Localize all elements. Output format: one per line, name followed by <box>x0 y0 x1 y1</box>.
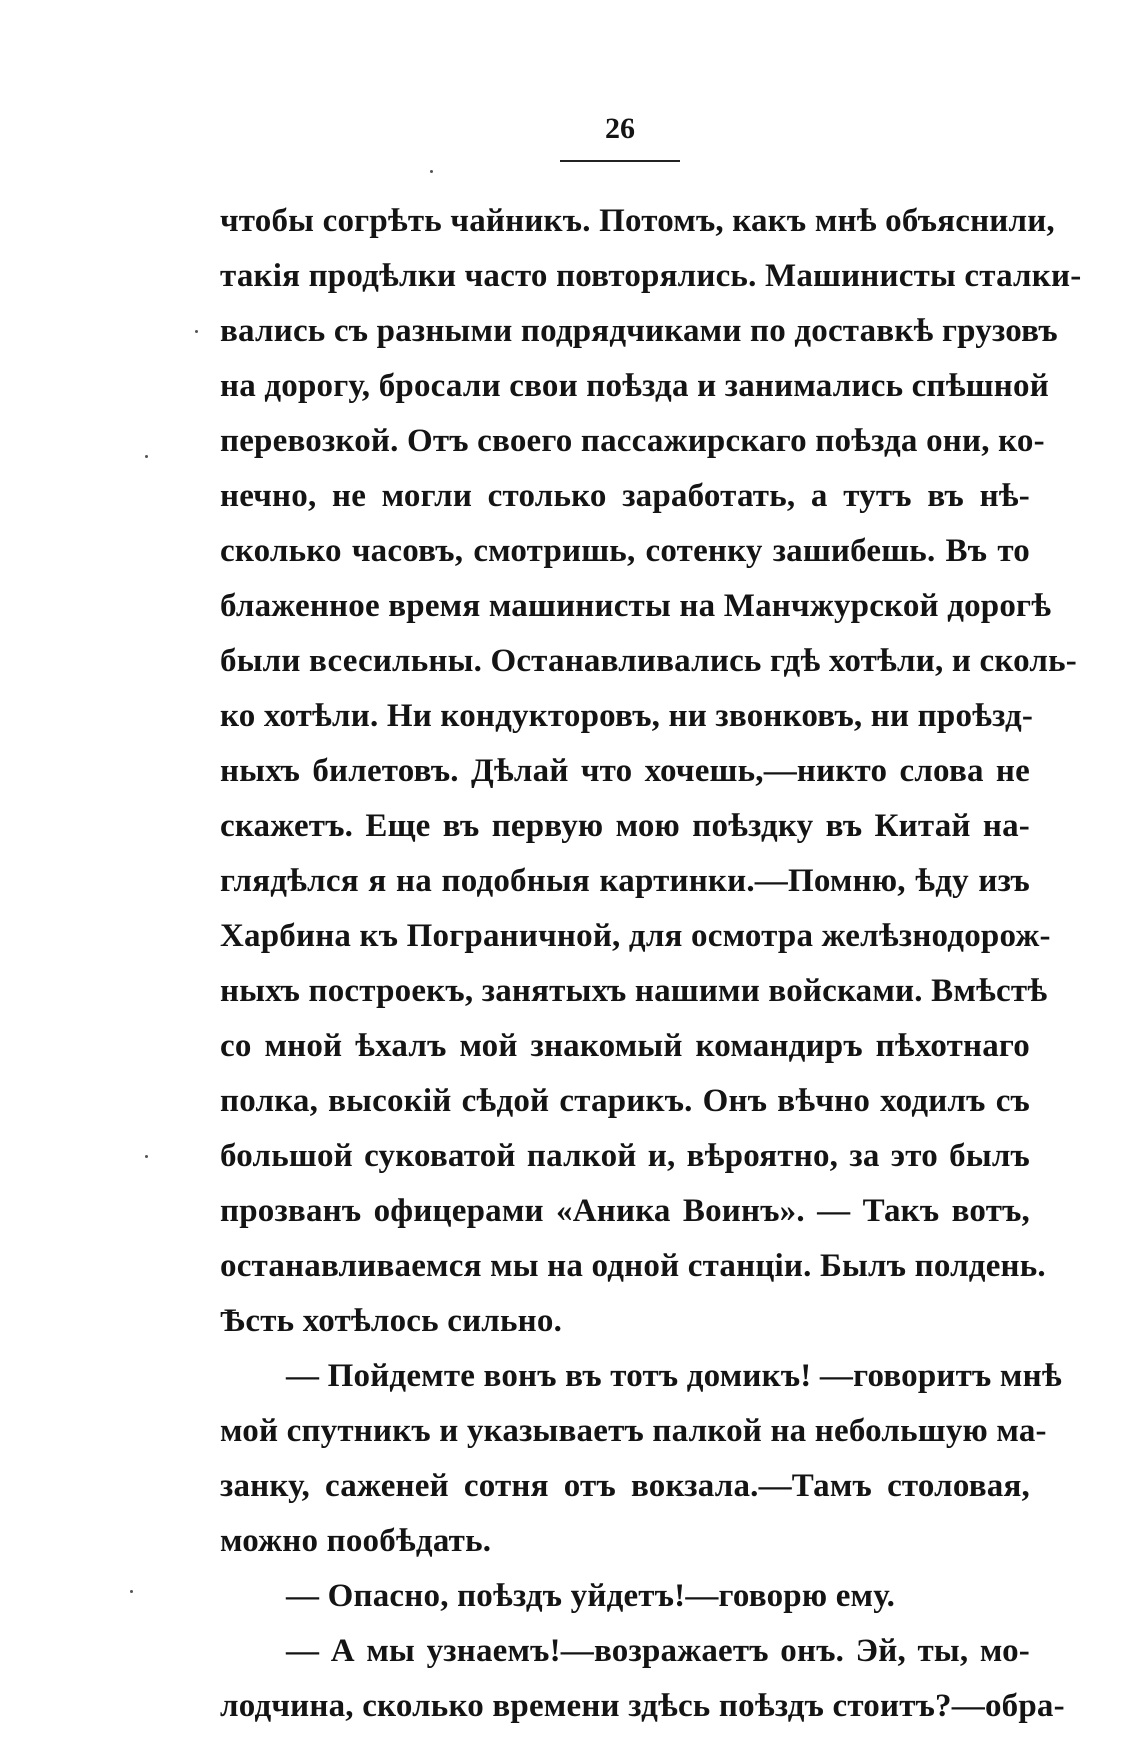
text-line: Ѣсть хотѣлось сильно. <box>220 1303 563 1339</box>
text-line: скажетъ. Еще въ первую мою поѣздку въ Китай на- <box>220 808 1030 844</box>
scan-speck <box>130 1590 133 1593</box>
text-line: ныхъ построекъ, занятыхъ нашими войсками. Вмѣстѣ <box>220 973 1048 1009</box>
text-line: были всесильны. Останавливались гдѣ хотѣли, и сколь- <box>220 643 1077 679</box>
text-line: нечно, не могли столько заработать, а тутъ въ нѣ- <box>220 478 1030 514</box>
text-line: лодчина, сколько времени здѣсь поѣздъ стоитъ?—обра- <box>220 1688 1065 1724</box>
text-line: блаженное время машинисты на Манчжурской дорогѣ <box>220 588 1052 624</box>
text-line: вались съ разными подрядчиками по доставкѣ грузовъ <box>220 313 1058 349</box>
text-line: занку, саженей сотня отъ вокзала.—Тамъ столовая, <box>220 1468 1030 1504</box>
text-line: можно пообѣдать. <box>220 1523 492 1559</box>
page-number-rule <box>560 160 680 162</box>
text-line: — Опасно, поѣздъ уйдетъ!—говорю ему. <box>286 1578 896 1614</box>
text-line: — Пойдемте вонъ въ тотъ домикъ! —говоритъ мнѣ <box>286 1358 1062 1394</box>
text-line: со мной ѣхалъ мой знакомый командиръ пѣхотнаго <box>220 1028 1030 1064</box>
text-line: чтобы согрѣть чайникъ. Потомъ, какъ мнѣ объяснили, <box>220 203 1055 239</box>
text-line: перевозкой. Отъ своего пассажирскаго поѣзда они, ко- <box>220 423 1045 459</box>
scan-speck <box>145 455 148 458</box>
text-line: сколько часовъ, смотришь, сотенку зашибешь. Въ то <box>220 533 1030 569</box>
text-line: останавливаемся мы на одной станціи. Былъ полдень. <box>220 1248 1046 1284</box>
text-line: большой суковатой палкой и, вѣроятно, за это былъ <box>220 1138 1030 1174</box>
text-line: Харбина къ Пограничной, для осмотра желѣзнодорож- <box>220 918 1051 954</box>
scan-speck <box>195 330 198 333</box>
text-line: мой спутникъ и указываетъ палкой на небольшую ма- <box>220 1413 1047 1449</box>
text-line: ко хотѣли. Ни кондукторовъ, ни звонковъ, ни проѣзд- <box>220 698 1034 734</box>
text-line: прозванъ офицерами «Аника Воинъ». — Такъ вотъ, <box>220 1193 1030 1229</box>
scan-speck <box>430 170 433 173</box>
text-line: на дорогу, бросали свои поѣзда и занимались спѣшной <box>220 368 1049 404</box>
text-line: полка, высокій сѣдой старикъ. Онъ вѣчно ходилъ съ <box>220 1083 1030 1119</box>
scan-speck <box>145 1155 148 1158</box>
body-text <box>220 194 1082 1734</box>
text-line: — А мы узнаемъ!—возражаетъ онъ. Эй, ты, мо- <box>286 1633 1030 1669</box>
text-line: глядѣлся я на подобныя картинки.—Помню, ѣду изъ <box>220 863 1030 899</box>
text-line: ныхъ билетовъ. Дѣлай что хочешь,—никто слова не <box>220 753 1030 789</box>
text-line: такія продѣлки часто повторялись. Машинисты сталки- <box>220 258 1082 294</box>
page-number: 26 <box>605 112 635 145</box>
